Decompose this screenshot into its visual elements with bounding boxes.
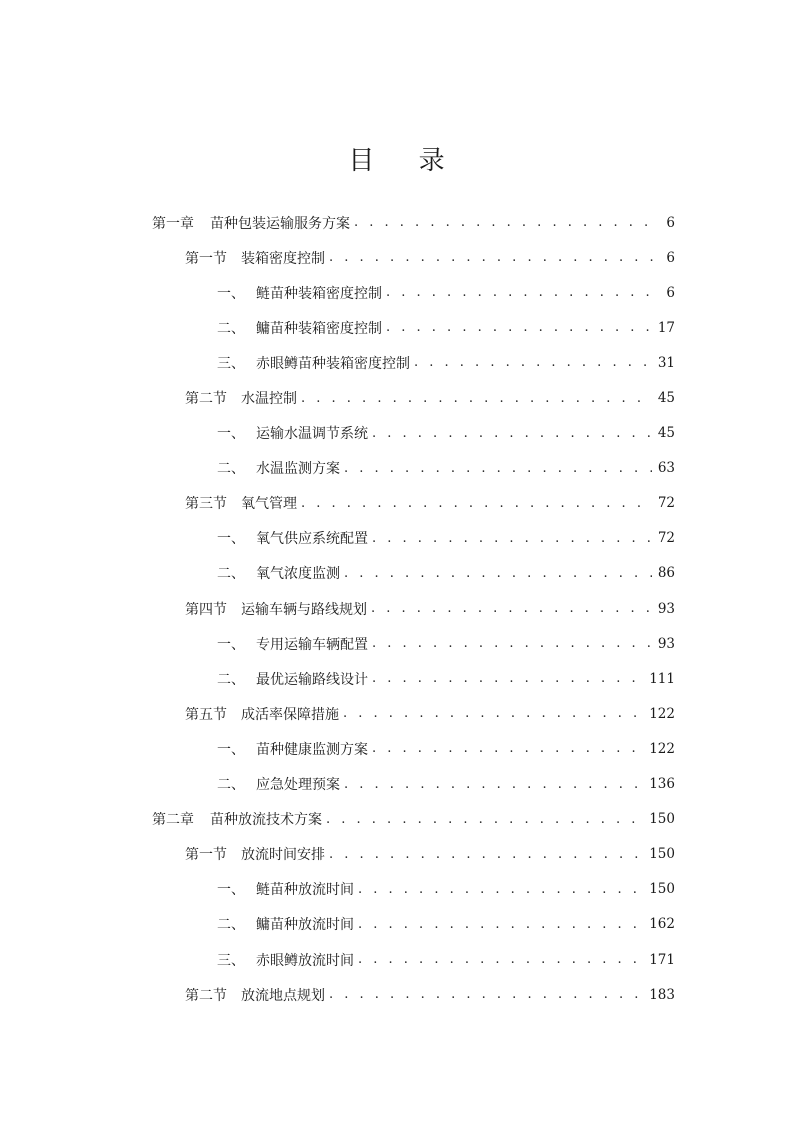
toc-entry[interactable] — [0, 205, 793, 240]
toc-entry-number: 一、 — [217, 285, 245, 302]
toc-entry-number: 第一章 — [152, 215, 194, 232]
toc-entry[interactable] — [0, 626, 793, 661]
toc-dot-leader — [372, 671, 643, 686]
toc-page-number: 122 — [649, 705, 675, 722]
toc-entry[interactable] — [0, 591, 793, 626]
toc-page-number: 183 — [649, 986, 675, 1003]
toc-dot-leader — [372, 636, 652, 651]
toc-page-number: 86 — [657, 565, 675, 582]
toc-entry-label: 赤眼鳟苗种装箱密度控制 — [256, 355, 410, 372]
toc-entry-number: 三、 — [217, 952, 245, 969]
toc-entry[interactable] — [0, 731, 793, 766]
toc-dot-leader — [344, 461, 652, 476]
toc-page-number: 136 — [649, 776, 675, 793]
toc-entry-label: 放流时间安排 — [241, 847, 325, 864]
toc-entry-label: 氧气浓度监测 — [256, 566, 340, 583]
toc-page-number: 31 — [657, 354, 675, 371]
toc-entry-number: 二、 — [217, 320, 245, 337]
toc-entry-label: 专用运输车辆配置 — [256, 636, 368, 653]
toc-entry-number: 一、 — [217, 882, 245, 899]
toc-entry-number: 一、 — [217, 741, 245, 758]
toc-dot-leader — [386, 320, 652, 335]
toc-entry-number: 二、 — [217, 777, 245, 794]
toc-entry[interactable] — [0, 977, 793, 1012]
toc-page-number: 72 — [657, 530, 675, 547]
toc-entry-number: 二、 — [217, 671, 245, 688]
toc-dot-leader — [386, 285, 660, 300]
toc-page-number: 150 — [649, 811, 675, 828]
toc-page-number: 162 — [649, 916, 675, 933]
toc-page-number: 72 — [657, 495, 675, 512]
toc-entry[interactable] — [0, 837, 793, 872]
toc-entry-label: 运输水温调节系统 — [256, 426, 368, 443]
toc-title: 目 录 — [348, 146, 463, 176]
table-of-contents — [0, 205, 793, 1012]
toc-entry-label: 鲢苗种装箱密度控制 — [256, 285, 382, 302]
toc-dot-leader — [372, 531, 652, 546]
toc-entry-label: 水温监测方案 — [256, 461, 340, 478]
toc-page-number: 6 — [666, 214, 675, 231]
toc-page-number: 45 — [657, 390, 675, 407]
toc-entry[interactable] — [0, 380, 793, 415]
toc-entry-number: 三、 — [217, 355, 245, 372]
toc-entry-label: 苗种健康监测方案 — [256, 741, 368, 758]
toc-entry-label: 应急处理预案 — [256, 777, 340, 794]
toc-page-number: 63 — [657, 460, 675, 477]
toc-dot-leader — [343, 706, 643, 721]
toc-page-number: 45 — [657, 425, 675, 442]
toc-entry-number: 第二节 — [185, 987, 227, 1004]
toc-dot-leader — [371, 601, 652, 616]
toc-dot-leader — [344, 566, 652, 581]
toc-entry-label: 苗种放流技术方案 — [210, 812, 322, 829]
toc-entry-label: 装箱密度控制 — [241, 250, 325, 267]
toc-entry-label: 苗种包装运输服务方案 — [210, 215, 350, 232]
toc-entry-number: 一、 — [217, 636, 245, 653]
toc-entry-label: 氧气供应系统配置 — [256, 531, 368, 548]
toc-dot-leader — [329, 250, 660, 265]
toc-page-number: 6 — [666, 249, 675, 266]
toc-entry-number: 第五节 — [185, 706, 227, 723]
toc-dot-leader — [358, 917, 643, 932]
toc-entry[interactable] — [0, 240, 793, 275]
toc-entry-label: 成活率保障措施 — [241, 706, 339, 723]
toc-page-number: 150 — [649, 881, 675, 898]
toc-dot-leader — [326, 812, 643, 827]
toc-page-number: 171 — [649, 951, 675, 968]
toc-entry-number: 第一节 — [185, 250, 227, 267]
toc-entry-number: 第二章 — [152, 812, 194, 829]
toc-entry[interactable] — [0, 661, 793, 696]
toc-dot-leader — [358, 882, 643, 897]
toc-page-number: 6 — [666, 284, 675, 301]
toc-entry-number: 二、 — [217, 461, 245, 478]
toc-entry-label: 氧气管理 — [241, 496, 297, 513]
toc-entry-number: 第三节 — [185, 496, 227, 513]
toc-entry[interactable] — [0, 345, 793, 380]
toc-dot-leader — [354, 215, 660, 230]
toc-page-number: 150 — [649, 846, 675, 863]
toc-entry-number: 第一节 — [185, 847, 227, 864]
toc-entry[interactable] — [0, 767, 793, 802]
toc-entry-label: 鲢苗种放流时间 — [256, 882, 354, 899]
toc-entry[interactable] — [0, 802, 793, 837]
toc-dot-leader — [344, 777, 643, 792]
toc-entry[interactable] — [0, 942, 793, 977]
toc-entry-label: 放流地点规划 — [241, 987, 325, 1004]
toc-page-number: 111 — [649, 670, 675, 687]
toc-dot-leader — [414, 355, 652, 370]
toc-entry[interactable] — [0, 416, 793, 451]
toc-entry-number: 第二节 — [185, 391, 227, 408]
toc-dot-leader — [372, 741, 643, 756]
toc-dot-leader — [372, 426, 652, 441]
toc-entry-number: 二、 — [217, 917, 245, 934]
toc-page-number: 93 — [657, 635, 675, 652]
toc-page-number: 17 — [657, 319, 675, 336]
toc-entry-number: 第四节 — [185, 601, 227, 618]
toc-entry-number: 二、 — [217, 566, 245, 583]
toc-dot-leader — [301, 391, 652, 406]
toc-entry[interactable] — [0, 872, 793, 907]
toc-dot-leader — [301, 496, 652, 511]
toc-dot-leader — [329, 847, 643, 862]
toc-entry[interactable] — [0, 275, 793, 310]
toc-page-number: 122 — [649, 740, 675, 757]
toc-entry-label: 水温控制 — [241, 391, 297, 408]
toc-entry-number: 一、 — [217, 531, 245, 548]
toc-entry[interactable] — [0, 521, 793, 556]
toc-entry[interactable] — [0, 556, 793, 591]
toc-entry[interactable] — [0, 310, 793, 345]
toc-dot-leader — [329, 987, 643, 1002]
toc-entry[interactable] — [0, 486, 793, 521]
toc-entry[interactable] — [0, 907, 793, 942]
toc-entry-label: 赤眼鳟放流时间 — [256, 952, 354, 969]
toc-entry-label: 最优运输路线设计 — [256, 671, 368, 688]
toc-entry-label: 运输车辆与路线规划 — [241, 601, 367, 618]
toc-entry-label: 鳙苗种放流时间 — [256, 917, 354, 934]
toc-entry-number: 一、 — [217, 426, 245, 443]
toc-entry[interactable] — [0, 451, 793, 486]
toc-page-number: 93 — [657, 600, 675, 617]
toc-dot-leader — [358, 952, 643, 967]
toc-entry-label: 鳙苗种装箱密度控制 — [256, 320, 382, 337]
toc-entry[interactable] — [0, 696, 793, 731]
